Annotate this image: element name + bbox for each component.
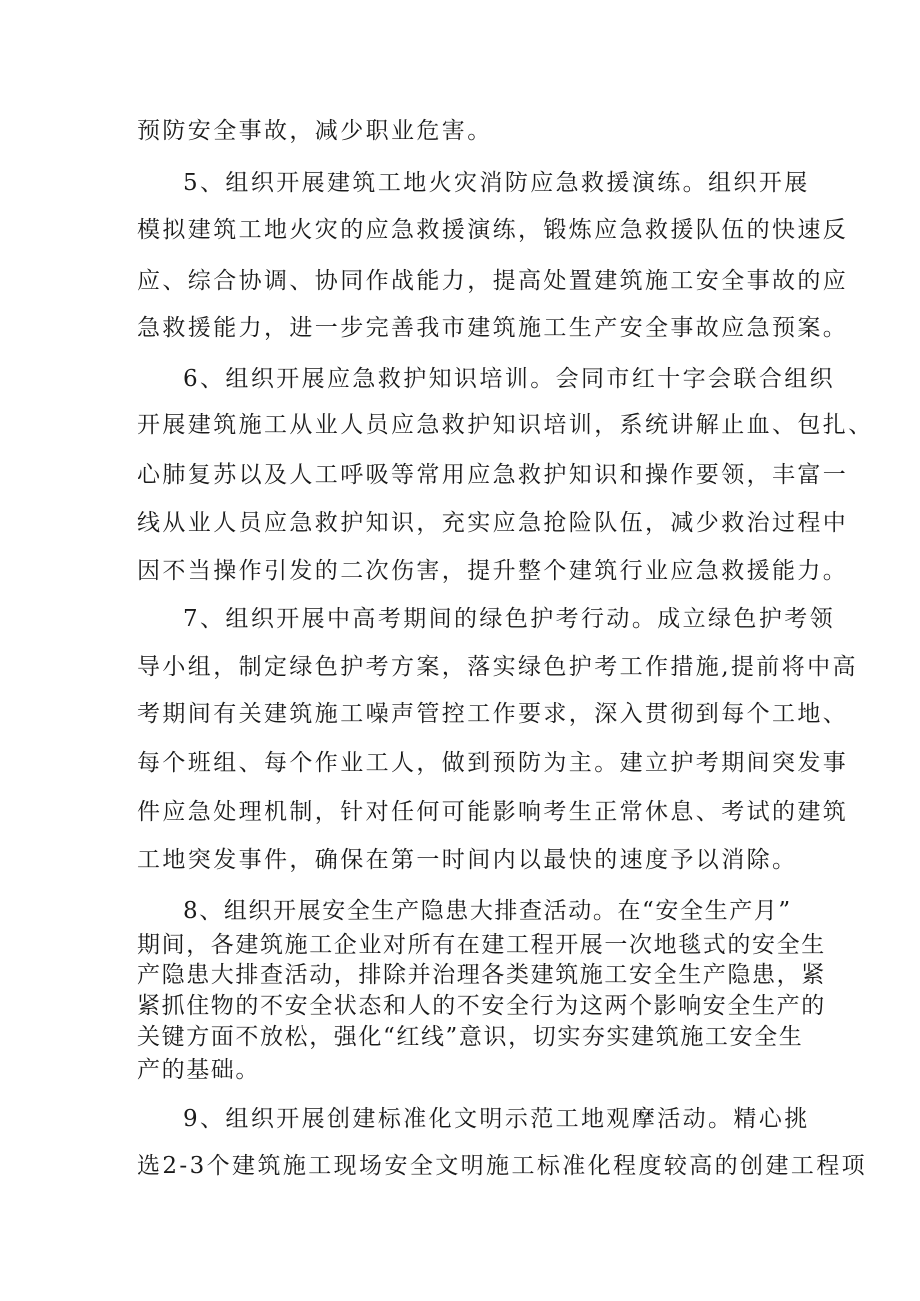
text-line: 7、组织开展中高考期间的绿色护考行动。成立绿色护考领 — [183, 606, 836, 632]
text-line: 模拟建筑工地火灾的应急救援演练，锻炼应急救援队伍的快速反 — [137, 217, 849, 243]
text-line: 工地突发事件，确保在第一时间内以最快的速度予以消除。 — [137, 847, 798, 873]
text-line: 开展建筑施工从业人员应急救护知识培训，系统讲解止血、包扎、 — [137, 412, 874, 438]
text-line: 因不当操作引发的二次伤害，提升整个建筑行业应急救援能力。 — [137, 558, 849, 584]
text-line: 急救援能力，进一步完善我市建筑施工生产安全事故应急预案。 — [137, 315, 849, 341]
text-line: 应、综合协调、协同作战能力，提高处置建筑施工安全事故的应 — [137, 268, 849, 294]
text-line: 选2-3个建筑施工现场安全文明施工标准化程度较高的创建工程项 — [137, 1153, 868, 1179]
text-line: 件应急处理机制，针对任何可能影响考生正常休息、考试的建筑 — [137, 799, 849, 825]
text-line: 心肺复苏以及人工呼吸等常用应急救护知识和操作要领，丰富一 — [137, 462, 849, 488]
text-line: 9、组织开展创建标准化文明示范工地观摩活动。精心挑 — [183, 1106, 810, 1132]
text-line: 关键方面不放松，强化“红线”意识，切实夯实建筑施工安全生 — [137, 1024, 804, 1050]
text-line: 8、组织开展安全生产隐患大排查活动。在“安全生产月” — [183, 898, 792, 924]
text-line: 考期间有关建筑施工噪声管控工作要求，深入贯彻到每个工地、 — [137, 701, 849, 727]
text-line: 期间，各建筑施工企业对所有在建工程开展一次地毯式的安全生 — [137, 932, 826, 958]
text-line: 预防安全事故，减少职业危害。 — [137, 118, 493, 144]
text-line: 每个班组、每个作业工人，做到预防为主。建立护考期间突发事 — [137, 750, 849, 776]
text-line: 产隐患大排查活动，排除并治理各类建筑施工安全生产隐患，紧 — [137, 962, 826, 988]
text-line: 线从业人员应急救护知识，充实应急抢险队伍，减少救治过程中 — [137, 510, 849, 536]
text-line: 5、组织开展建筑工地火灾消防应急救援演练。组织开展 — [183, 170, 810, 196]
text-line: 产的基础。 — [137, 1057, 260, 1083]
text-line: 6、组织开展应急救护知识培训。会同市红十字会联合组织 — [183, 366, 836, 392]
text-line: 导小组，制定绿色护考方案，落实绿色护考工作措施,提前将中高 — [137, 654, 858, 680]
text-line: 紧抓住物的不安全状态和人的不安全行为这两个影响安全生产的 — [137, 993, 826, 1019]
